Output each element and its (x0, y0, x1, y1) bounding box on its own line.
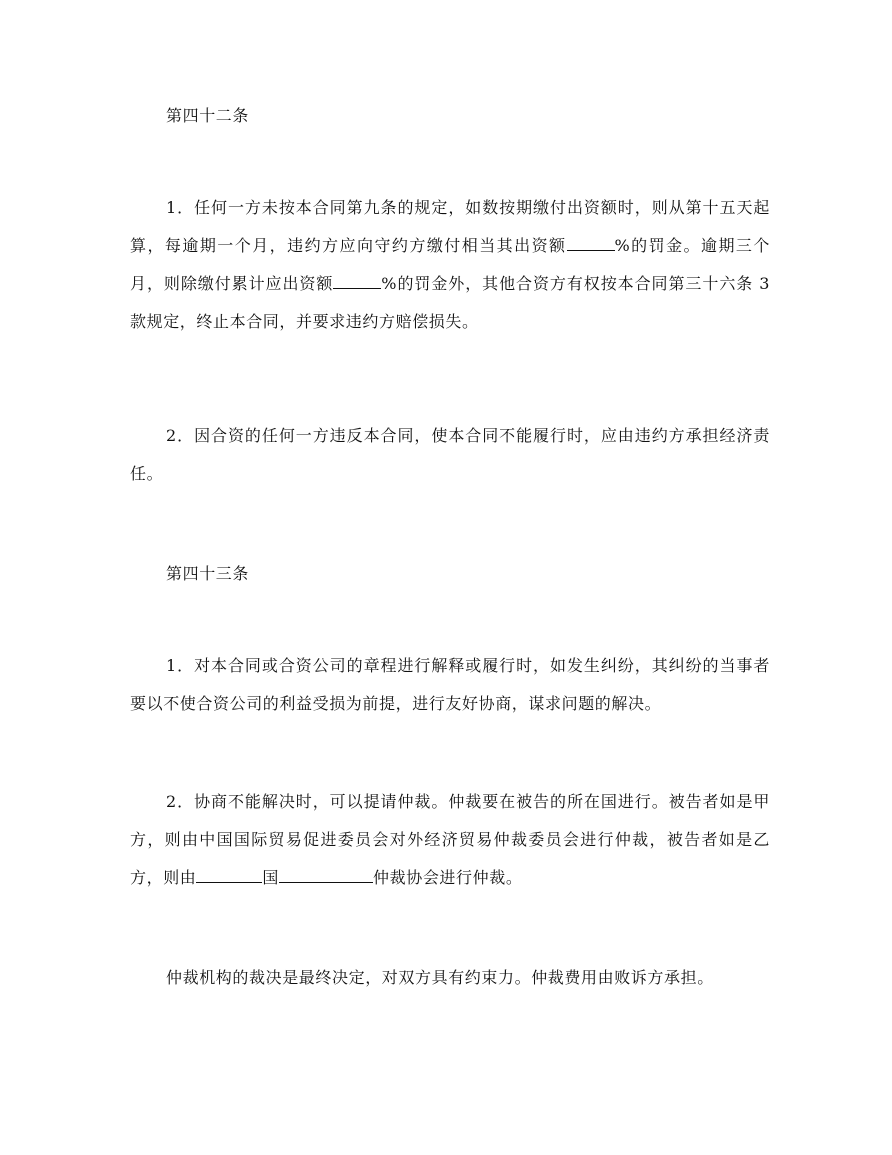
fill-in-blank[interactable] (333, 274, 381, 289)
clause-text: %的罚金外，其他合资方有权按本合同第三十六条 3 款规定，终止本合同，并要求违约方赔偿损失。 (130, 274, 771, 331)
fill-in-blank[interactable] (279, 868, 373, 883)
article-43-heading: 第四十三条 (166, 564, 250, 583)
article-43-clause-2 (130, 783, 770, 897)
fill-in-blank[interactable] (567, 236, 615, 251)
clause-text: 1．任何一方未按本合同第九条的规定，如数按期缴付出资额时，则从第十五天起算，每逾期一个月，违约方应向守约方缴付相当其出资额 (130, 198, 770, 255)
article-43-clause-1: 1．对本合同或合资公司的章程进行解释或履行时，如发生纠纷，其纠纷的当事者要以不使合资公司的利益受损为前提，进行友好协商，谋求问题的解决。 (130, 656, 770, 713)
clause-text: 2．协商不能解决时，可以提请仲裁。仲裁要在被告的所在国进行。被告者如是甲方，则由中国国际贸易促进委员会对外经济贸易仲裁委员会进行仲裁，被告者如是乙方，则由 (130, 792, 770, 887)
fill-in-blank[interactable] (196, 868, 262, 883)
article-42-clause-2: 2．因合资的任何一方违反本合同，使本合同不能履行时，应由违约方承担经济责任。 (130, 426, 770, 483)
clause-text: %的罚金。逾期三个月，则除缴付累计应出资额 (130, 236, 770, 293)
clause-text: 国 (262, 868, 280, 887)
clause-text: 仲裁协会进行仲裁。 (373, 868, 523, 887)
article-43-closing: 仲裁机构的裁决是最终决定，对双方具有约束力。仲裁费用由败诉方承担。 (166, 968, 714, 987)
article-42-heading: 第四十二条 (166, 106, 250, 125)
article-42-clause-1 (130, 189, 770, 341)
